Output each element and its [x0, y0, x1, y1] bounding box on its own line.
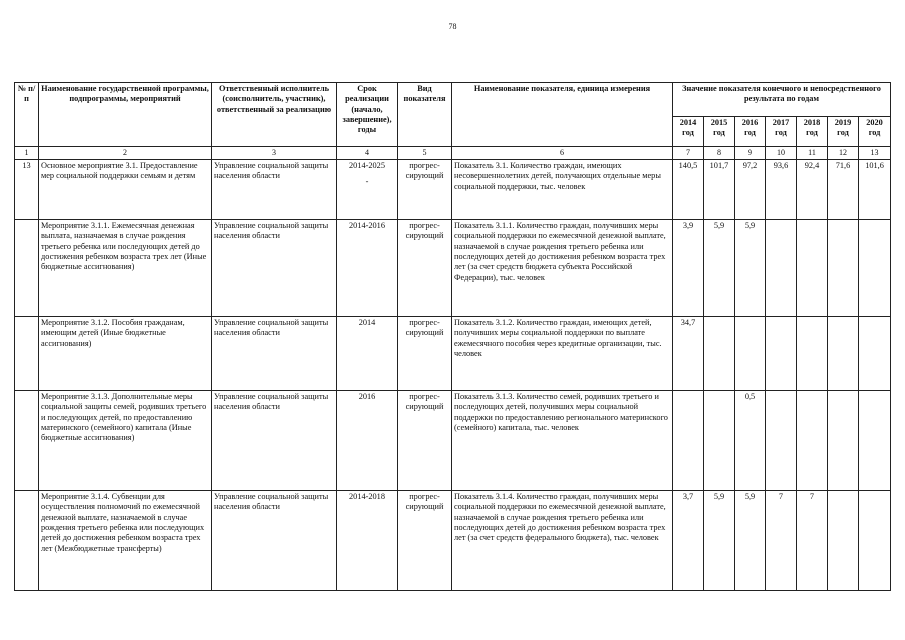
- column-number: 11: [797, 147, 828, 160]
- row-value: 5,9: [735, 220, 766, 317]
- header-executor: Ответственный исполнитель (соисполнитель, участник), ответственный за реализацию: [212, 83, 337, 147]
- row-executor-text: Управление социальной защиты населения области: [214, 392, 329, 412]
- row-value: [828, 391, 859, 491]
- row-value: 140,5: [673, 160, 704, 220]
- row-indicator: [452, 220, 673, 317]
- row-executor: [212, 391, 337, 491]
- row-indicator: [452, 160, 673, 220]
- row-value: [859, 317, 891, 391]
- row-executor: [212, 317, 337, 391]
- row-period: [337, 220, 398, 317]
- table-row: [15, 220, 891, 317]
- header-year: 2019 год: [828, 117, 859, 147]
- row-name-text: Мероприятие 3.1.1. Ежемесячная денежная выплата, назначаемая в случае рождения третьего ребенка или последующих детей до достижения ребенком возраста трех лет (Иные бюджетные ассигнования): [41, 221, 207, 272]
- row-executor-text: Управление социальной защиты населения области: [214, 492, 329, 512]
- program-table: [14, 82, 891, 591]
- column-number: 13: [859, 147, 891, 160]
- row-value: 3,7: [673, 491, 704, 591]
- column-number: 2: [39, 147, 212, 160]
- row-kind-text: прогрес-сирующий: [405, 221, 444, 241]
- row-executor: [212, 160, 337, 220]
- header-indicator: Наименование показателя, единица измерения: [452, 83, 673, 147]
- table-row: [15, 491, 891, 591]
- page-number: 78: [448, 22, 457, 31]
- header-year: 2020 год: [859, 117, 891, 147]
- row-indicator: [452, 317, 673, 391]
- row-indicator-text: Показатель 3.1.3. Количество семей, родивших третьего и последующих детей, получивших меры социальной поддержки по предоставлению регионального материнского (семейного) капитала, тыс. человек: [454, 392, 668, 433]
- row-value: [828, 317, 859, 391]
- row-value: 97,2: [735, 160, 766, 220]
- header-year: 2018 год: [797, 117, 828, 147]
- row-period-text: 2014-2018: [349, 492, 385, 501]
- row-kind: [398, 160, 452, 220]
- row-period: [337, 317, 398, 391]
- row-value: 5,9: [704, 220, 735, 317]
- column-number: 1: [15, 147, 39, 160]
- row-name-text: Мероприятие 3.1.4. Субвенции для осуществления полномочий по ежемесячной денежной выплате, назначаемой в случае рождения третьего ребенка или последующих детей до достижения ребенком возраста трех лет (Межбюджетные трансферты): [41, 492, 205, 553]
- row-value: 71,6: [828, 160, 859, 220]
- row-value: [828, 220, 859, 317]
- row-period: [337, 391, 398, 491]
- header-period: Срок реализации (начало, завершение), годы: [337, 83, 398, 147]
- row-value: [797, 317, 828, 391]
- row-indicator-text: Показатель 3.1. Количество граждан, имеющих несовершеннолетних детей, получающих отдельные меры социальной поддержки, тыс. человек: [454, 161, 661, 191]
- row-value: 5,9: [735, 491, 766, 591]
- row-name: [39, 391, 212, 491]
- header-year: 2014 год: [673, 117, 704, 147]
- row-value: 34,7: [673, 317, 704, 391]
- row-period-text: 2016: [358, 392, 376, 401]
- column-number: 7: [673, 147, 704, 160]
- row-value: [766, 317, 797, 391]
- row-period-text: 2014-2025: [349, 161, 385, 170]
- column-number: 12: [828, 147, 859, 160]
- row-value: 7: [766, 491, 797, 591]
- row-number-text: 13: [22, 161, 31, 170]
- header-values-group: Значение показателя конечного и непосредственного результата по годам: [673, 83, 891, 117]
- row-value: [766, 391, 797, 491]
- row-indicator-text: Показатель 3.1.2. Количество граждан, имеющих детей, получивших меры социальной поддержки по выплате ежемесячного пособия через кредитные организации, тыс. человек: [454, 318, 662, 359]
- row-period-text: 2014-2016: [349, 221, 385, 230]
- row-value: 101,6: [859, 160, 891, 220]
- row-kind: [398, 391, 452, 491]
- row-name-text: Основное мероприятие 3.1. Предоставление мер социальной поддержки семьям и детям: [41, 161, 198, 181]
- row-value: 3,9: [673, 220, 704, 317]
- header-year: 2016 год: [735, 117, 766, 147]
- row-value: 93,6: [766, 160, 797, 220]
- column-number: 8: [704, 147, 735, 160]
- table-row: [15, 317, 891, 391]
- row-number: [15, 391, 39, 491]
- row-value: 101,7: [704, 160, 735, 220]
- column-number: 10: [766, 147, 797, 160]
- column-numbers-row: [15, 147, 891, 160]
- row-executor: [212, 220, 337, 317]
- row-number: [15, 317, 39, 391]
- row-number: [15, 491, 39, 591]
- row-value: [859, 491, 891, 591]
- header-program: Наименование государственной программы, подпрограммы, мероприятий: [39, 83, 212, 147]
- column-number: 6: [452, 147, 673, 160]
- row-indicator-text: Показатель 3.1.1. Количество граждан, получивших меры социальной поддержки по ежемесячной денежной выплате, назначаемой в случае рождения третьего ребенка или последующих детей до достижения ребенком возраста трех лет (за счет средств бюджета субъекта Российской Федерации), тыс. человек: [454, 221, 666, 282]
- row-value: 92,4: [797, 160, 828, 220]
- row-indicator-text: Показатель 3.1.4. Количество граждан, получивших меры социальной поддержки по ежемесячной денежной выплате, назначаемой в случае рождения третьего ребенка или последующих детей до достижения ребенком возраста трех лет (за счет средств федерального бюджета), тыс. человек: [454, 492, 666, 543]
- row-value: 5,9: [704, 491, 735, 591]
- table-row: [15, 160, 891, 220]
- header-year: 2015 год: [704, 117, 735, 147]
- row-kind: [398, 317, 452, 391]
- row-value: [859, 220, 891, 317]
- row-period-note: -: [365, 177, 369, 187]
- row-period: [337, 491, 398, 591]
- row-name-text: Мероприятие 3.1.2. Пособия гражданам, имеющим детей (Иные бюджетные ассигнования): [41, 318, 185, 348]
- column-number: 4: [337, 147, 398, 160]
- row-number: [15, 220, 39, 317]
- row-kind-text: прогрес-сирующий: [405, 392, 444, 412]
- row-kind-text: прогрес-сирующий: [405, 161, 444, 181]
- row-period: [337, 160, 398, 220]
- row-name: [39, 160, 212, 220]
- row-value: [828, 491, 859, 591]
- header-year: 2017 год: [766, 117, 797, 147]
- row-executor-text: Управление социальной защиты населения области: [214, 221, 329, 241]
- row-value: [673, 391, 704, 491]
- row-value: 0,5: [735, 391, 766, 491]
- header-kind: Вид показателя: [398, 83, 452, 147]
- row-indicator: [452, 391, 673, 491]
- row-value: [859, 391, 891, 491]
- row-value: 7: [797, 491, 828, 591]
- row-number: [15, 160, 39, 220]
- row-period-text: 2014: [358, 318, 376, 327]
- row-value: [797, 220, 828, 317]
- row-executor-text: Управление социальной защиты населения области: [214, 318, 329, 338]
- row-value: [797, 391, 828, 491]
- row-value: [704, 391, 735, 491]
- row-name: [39, 220, 212, 317]
- row-name: [39, 491, 212, 591]
- row-value: [766, 220, 797, 317]
- column-number: 5: [398, 147, 452, 160]
- row-value: [735, 317, 766, 391]
- row-indicator: [452, 491, 673, 591]
- table-header-row: [15, 83, 891, 117]
- header-num: № п/п: [15, 83, 39, 147]
- row-kind: [398, 491, 452, 591]
- column-number: 9: [735, 147, 766, 160]
- column-number: 3: [212, 147, 337, 160]
- row-kind-text: прогрес-сирующий: [405, 492, 444, 512]
- table-row: [15, 391, 891, 491]
- row-name: [39, 317, 212, 391]
- row-executor-text: Управление социальной защиты населения области: [214, 161, 329, 181]
- row-executor: [212, 491, 337, 591]
- row-kind-text: прогрес-сирующий: [405, 318, 444, 338]
- row-name-text: Мероприятие 3.1.3. Дополнительные меры социальной защиты семей, родивших третьего и последующих детей, по предоставлению материнского (семейного) капитала (Иные бюджетные ассигнования): [41, 392, 207, 443]
- row-kind: [398, 220, 452, 317]
- row-value: [704, 317, 735, 391]
